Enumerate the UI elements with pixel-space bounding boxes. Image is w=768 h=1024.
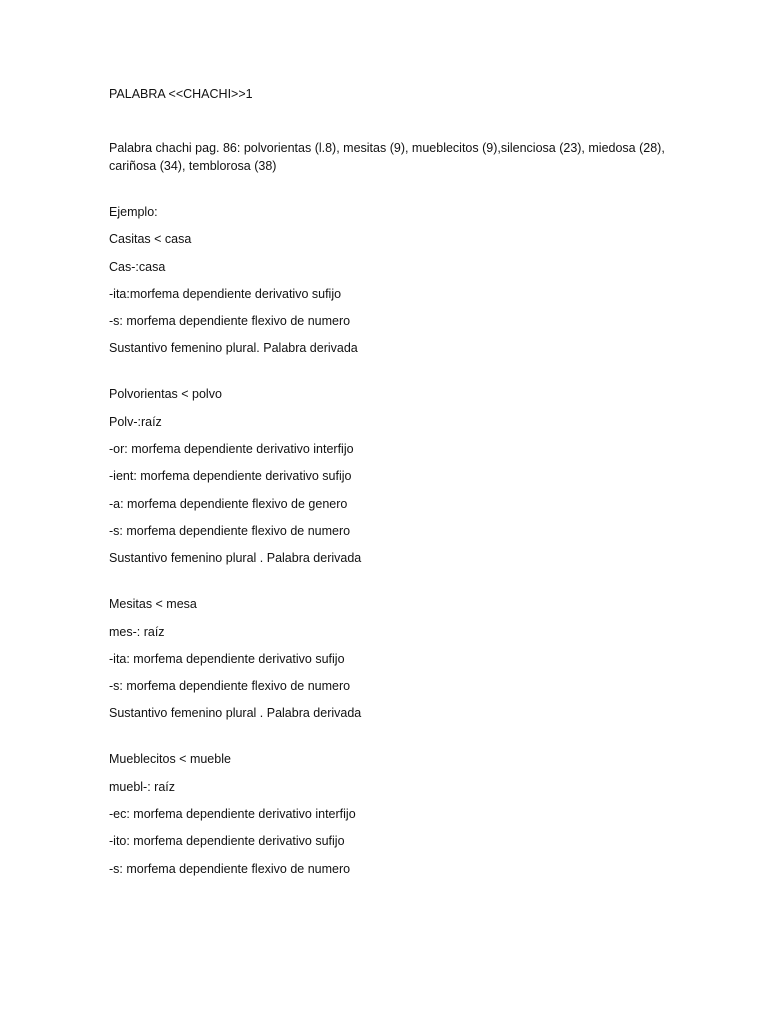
section-heading: Mueblecitos < mueble	[109, 752, 231, 767]
section-line: -s: morfema dependiente flexivo de numero	[109, 861, 351, 876]
section-heading: Ejemplo:	[109, 205, 158, 219]
section-line: -ient: morfema dependiente derivativo sufijo	[109, 469, 352, 484]
section-mesitas	[109, 595, 669, 722]
section-line: -ito: morfema dependiente derivativo sufijo	[109, 834, 345, 849]
intro-paragraph: Palabra chachi pag. 86: polvorientas (l.8), mesitas (9), mueblecitos (9),silenciosa (23), miedosa (28), cariñosa (34), temblorosa (38)	[109, 141, 665, 173]
section-line: mes-: raíz	[109, 624, 165, 639]
document-content	[109, 85, 669, 906]
section-line: -or: morfema dependiente derivativo interfijo	[109, 442, 354, 457]
section-line: muebl-: raíz	[109, 779, 175, 794]
section-line: Polv-:raíz	[109, 414, 162, 429]
section-line: Casitas < casa	[109, 232, 192, 247]
section-line: -s: morfema dependiente flexivo de numero	[109, 679, 351, 694]
section-line: Sustantivo femenino plural . Palabra derivada	[109, 551, 362, 566]
document-title: PALABRA <<CHACHI>>1	[109, 87, 253, 101]
section-line: -a: morfema dependiente flexivo de genero	[109, 496, 348, 511]
section-line: -ita:morfema dependiente derivativo sufijo	[109, 286, 342, 301]
section-line: -ita: morfema dependiente derivativo sufijo	[109, 651, 345, 666]
section-line: -ec: morfema dependiente derivativo interfijo	[109, 807, 356, 822]
section-heading: Mesitas < mesa	[109, 597, 197, 612]
section-heading: Polvorientas < polvo	[109, 387, 222, 402]
section-line: -s: morfema dependiente flexivo de numero	[109, 523, 351, 538]
section-polvorientas	[109, 385, 669, 567]
section-line: Sustantivo femenino plural . Palabra derivada	[109, 706, 362, 721]
section-line: Sustantivo femenino plural. Palabra derivada	[109, 341, 358, 356]
section-line: -s: morfema dependiente flexivo de numero	[109, 314, 351, 329]
section-mueblecitos	[109, 750, 669, 877]
section-ejemplo	[109, 203, 669, 357]
section-line: Cas-:casa	[109, 259, 166, 274]
